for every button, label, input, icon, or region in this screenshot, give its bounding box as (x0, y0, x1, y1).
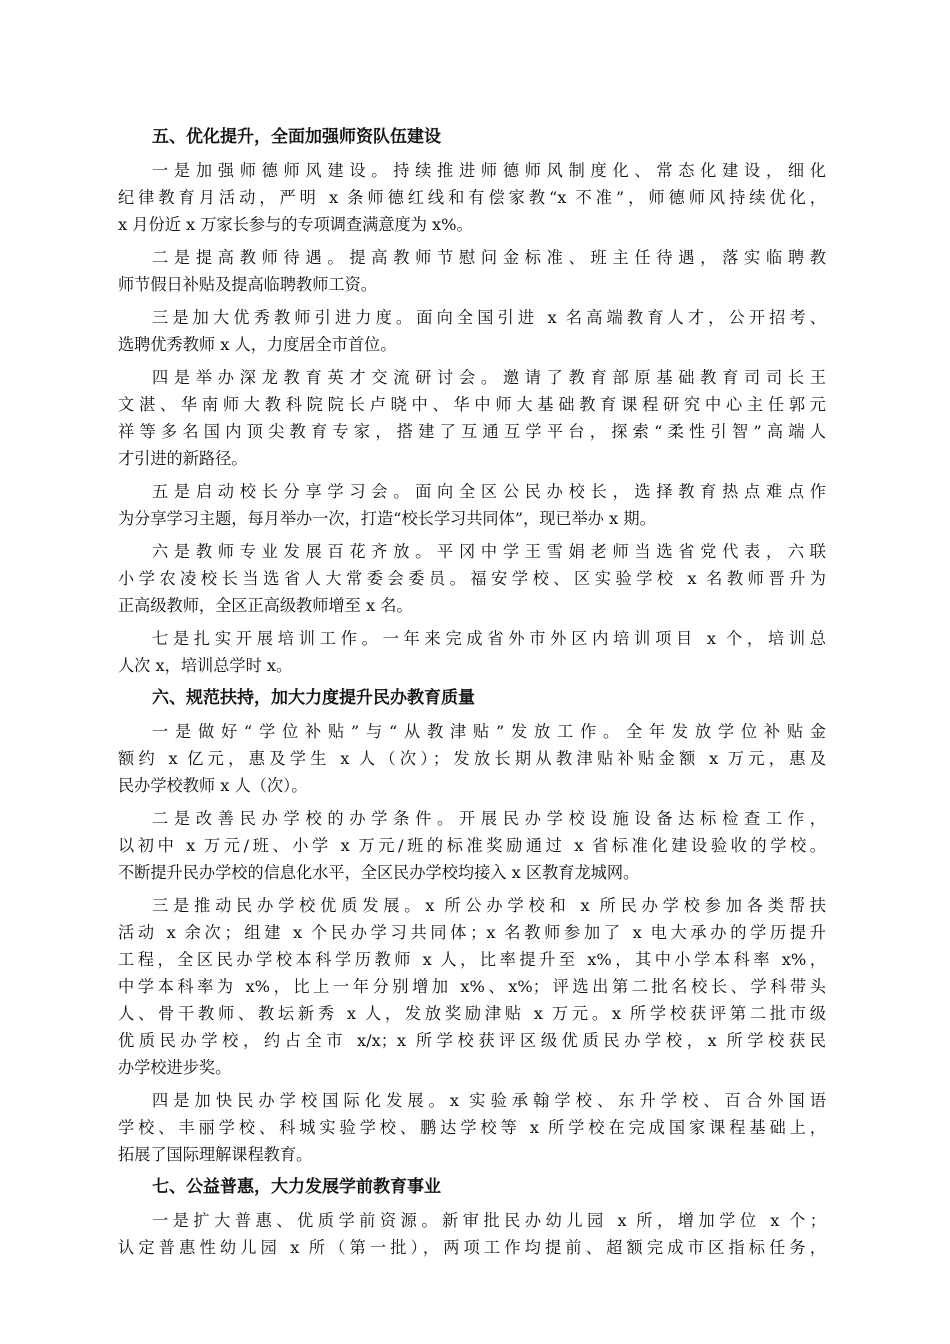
paragraph-line: 学校、丰丽学校、科城实验学校、鹏达学校等 x 所学校在完成国家课程基础上， (118, 1118, 826, 1137)
paragraph-line: 工程，全区民办学校本科学历教师 x 人，比率提升至 x%，其中小学本科率 x%， (118, 950, 826, 969)
paragraph-line: 三是加大优秀教师引进力度。面向全国引进 x 名高端教育人才，公开招考、 (152, 308, 826, 327)
paragraph (118, 364, 826, 472)
paragraph-line: 正高级教师，全区正高级教师增至 x 名。 (118, 596, 413, 615)
paragraph-line: 民办学校教师 x 人（次）。 (118, 776, 308, 795)
paragraph-line: x 月份近 x 万家长参与的专项调查满意度为 x%。 (118, 215, 473, 234)
paragraph-line: 认定普惠性幼儿园 x 所（第一批），两项工作均提前、超额完成市区指标任务， (118, 1238, 826, 1257)
paragraph-line: 一是加强师德师风建设。持续推进师德师风制度化、常态化建设，细化 (152, 161, 826, 180)
paragraph-line: 四是加快民办学校国际化发展。x 实验承翰学校、东升学校、百合外国语 (152, 1091, 826, 1110)
paragraph-line: 不断提升民办学校的信息化水平，全区民办学校均接入 x 区教育龙城网。 (118, 863, 640, 882)
paragraph-line: 活动 x 余次；组建 x 个民办学习共同体；x 名教师参加了 x 电大承办的学历提升 (118, 923, 826, 942)
paragraph-line: 中学本科率为 x%，比上一年分别增加 x%、x%；评选出第二批名校长、学科带头 (118, 977, 826, 996)
paragraph-line: 人、骨干教师、教坛新秀 x 人，发放奖励津贴 x 万元。x 所学校获评第二批市级 (118, 1004, 826, 1023)
paragraph-line: 五是启动校长分享学习会。面向全区公民办校长，选择教育热点难点作 (152, 482, 826, 501)
paragraph-line: 人次 x，培训总学时 x。 (118, 656, 293, 675)
paragraph (118, 1207, 826, 1261)
section-heading: 七、公益普惠，大力发展学前教育事业 (152, 1177, 441, 1197)
paragraph-line: 一是扩大普惠、优质学前资源。新审批民办幼儿园 x 所，增加学位 x 个； (152, 1211, 826, 1230)
paragraph-line: 二是改善民办学校的办学条件。开展民办学校设施设备达标检查工作， (152, 809, 826, 828)
paragraph-line: 选聘优秀教师 x 人，力度居全市首位。 (118, 335, 397, 354)
section-heading: 五、优化提升，全面加强师资队伍建设 (152, 127, 441, 147)
paragraph-line: 四是举办深龙教育英才交流研讨会。邀请了教育部原基础教育司司长王 (152, 368, 826, 387)
paragraph-line: 额约 x 亿元，惠及学生 x 人（次）；发放长期从教津贴补贴金额 x 万元，惠及 (118, 749, 826, 768)
paragraph (118, 538, 826, 619)
paragraph-line: 优质民办学校，约占全市 x/x；x 所学校获评区级优质民办学校，x 所学校获民 (118, 1031, 826, 1050)
paragraph-line: 祥等多名国内顶尖教育专家，搭建了互通互学平台，探索“柔性引智”高端人 (118, 422, 826, 441)
document-body (118, 124, 826, 1267)
paragraph-line: 二是提高教师待遇。提高教师节慰问金标准、班主任待遇，落实临聘教 (152, 248, 826, 267)
section-heading: 六、规范扶持，加大力度提升民办教育质量 (152, 688, 475, 708)
paragraph (118, 244, 826, 298)
paragraph-line: 纪律教育月活动，严明 x 条师德红线和有偿家教“x 不准”，师德师风持续优化， (118, 188, 826, 207)
paragraph-line: 办学校进步奖。 (118, 1058, 232, 1077)
paragraph-line: 师节假日补贴及提高临聘教师工资。 (118, 275, 377, 294)
paragraph (118, 304, 826, 358)
paragraph-line: 一是做好“学位补贴”与“从教津贴”发放工作。全年发放学位补贴金 (152, 722, 826, 741)
paragraph-line: 七是扎实开展培训工作。一年来完成省外市外区内培训项目 x 个，培训总 (152, 629, 826, 648)
paragraph (118, 157, 826, 238)
paragraph-line: 为分享学习主题，每月举办一次，打造“校长学习共同体”，现已举办 x 期。 (118, 509, 656, 528)
paragraph-line: 六是教师专业发展百花齐放。平冈中学王雪娟老师当选省党代表，六联 (152, 542, 826, 561)
paragraph (118, 892, 826, 1081)
paragraph-line: 三是推动民办学校优质发展。x 所公办学校和 x 所民办学校参加各类帮扶 (152, 896, 826, 915)
paragraph-line: 才引进的新路径。 (118, 449, 248, 468)
paragraph-line: 文湛、华南师大教科院院长卢晓中、华中师大基础教育课程研究中心主任郭元 (118, 395, 826, 414)
paragraph-line: 拓展了国际理解课程教育。 (118, 1145, 313, 1164)
paragraph (118, 1087, 826, 1168)
paragraph (118, 805, 826, 886)
paragraph-line: 小学农凌校长当选省人大常委会委员。福安学校、区实验学校 x 名教师晋升为 (118, 569, 826, 588)
paragraph-line: 以初中 x 万元/班、小学 x 万元/班的标准奖励通过 x 省标准化建设验收的学校。 (118, 836, 826, 855)
paragraph (118, 718, 826, 799)
paragraph (118, 625, 826, 679)
paragraph (118, 478, 826, 532)
